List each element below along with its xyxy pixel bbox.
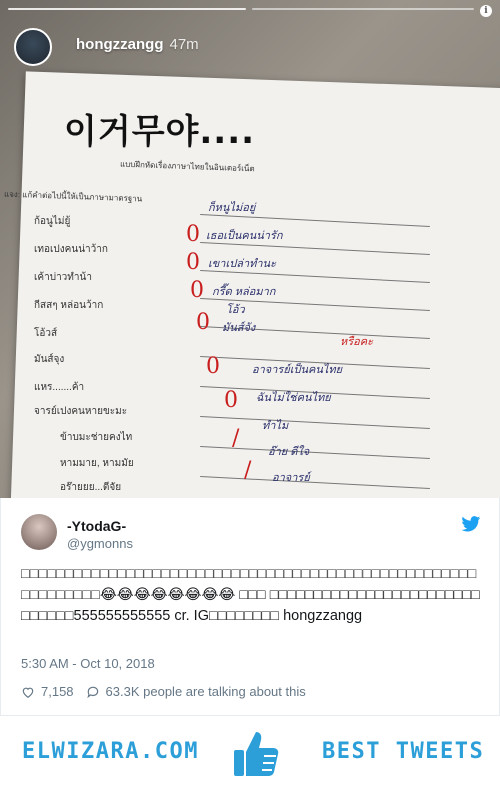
handwritten-answer: อ๊าย ดีใจ xyxy=(268,446,310,458)
tweet-text-part1: □□□□□□□□□□□□□□□□□□□□□□□□□□□□□□□□□□□□□□□□□□□□□□□□□□□□□□□□□□□□□ xyxy=(21,566,477,603)
worksheet-title: แบบฝึกหัดเรื่องภาษาไทยในอินเตอร์เน็ต xyxy=(119,159,255,174)
worksheet-word: อร๊ายยย...ตีจัย xyxy=(60,482,122,493)
handwritten-answer: หรือคะ xyxy=(340,336,374,348)
story-avatar[interactable] xyxy=(14,28,52,66)
handwritten-answer: อาจารย์ xyxy=(272,472,310,484)
tweet-emojis: 😂😂😂😂😂😂😂😂 xyxy=(99,587,236,603)
grade-mark: 0 xyxy=(196,310,210,335)
grade-mark: 0 xyxy=(206,354,220,379)
handwritten-answer: ทำไม xyxy=(262,420,289,432)
worksheet-word: กีสสๆ หล่อนว้าก xyxy=(34,300,104,311)
footer-banner xyxy=(0,716,500,788)
worksheet-word: ข้าบมะช่ายคงไท xyxy=(60,432,133,443)
thumbs-up-icon xyxy=(228,726,284,782)
like-count[interactable]: 7,158 xyxy=(41,684,74,699)
tweet-timestamp[interactable]: 5:30 AM - Oct 10, 2018 xyxy=(21,656,155,671)
worksheet-instruction: แจง: แก้คำต่อไปนี้ให้เป็นภาษามาตรฐาน xyxy=(3,189,143,204)
handwritten-answer: มันส์จัง xyxy=(222,322,256,334)
tweet-text-part2: □□□ □□□□□□□□□□□□□□□□□□□□□□□□□□□□□□555555555555 cr. IG□□□□□□□□ hongzzangg xyxy=(21,587,480,624)
tweet-card[interactable] xyxy=(0,498,500,716)
story-caption: 이거무야.... xyxy=(64,112,256,152)
worksheet-word: เค้าบ่าวทำน้า xyxy=(34,272,92,283)
grade-mark: / xyxy=(232,426,240,451)
reply-bubble-icon[interactable] xyxy=(86,685,100,699)
story-username[interactable]: hongzzangg xyxy=(76,36,164,53)
story-progress-bar-next xyxy=(252,8,474,10)
handwritten-answer: โอ้ว xyxy=(226,304,245,316)
talking-count[interactable]: 63.3K people are talking about this xyxy=(105,684,306,699)
story-progress-bar xyxy=(8,8,246,10)
handwritten-answer: ฉันไม่ใช่คนไทย xyxy=(256,392,331,404)
grade-mark: 0 xyxy=(186,222,200,247)
worksheet-word: มันส์จุง xyxy=(34,354,65,365)
worksheet-word: เทอเปงคนน่าว้าก xyxy=(34,244,108,255)
grade-mark: / xyxy=(244,458,252,483)
grade-mark: 0 xyxy=(186,250,200,275)
story-time: 47m xyxy=(169,36,199,53)
handwritten-answer: กรี๊ด หล่อมาก xyxy=(212,286,276,298)
worksheet-word: จารย์เปงคนหายขะมะ xyxy=(34,406,128,417)
twitter-bird-icon[interactable] xyxy=(461,516,481,532)
worksheet-word: ก้อนูไม่ยู้ xyxy=(34,216,71,227)
story-header[interactable] xyxy=(76,36,199,53)
brand-logo[interactable]: ELWIZARA.COM xyxy=(22,739,199,764)
tweet-actions xyxy=(21,684,306,699)
worksheet-word: แหร.......ค้า xyxy=(34,382,85,393)
heart-icon[interactable] xyxy=(21,685,35,699)
grade-mark: 0 xyxy=(224,388,238,413)
handwritten-answer: อาจารย์เป็นคนไทย xyxy=(252,364,343,376)
handwritten-answer: ก็หนูไม่อยู่ xyxy=(208,202,256,214)
user-handle[interactable]: @ygmonns xyxy=(67,536,133,551)
handwritten-answer: เธอเป็นคนน่ารัก xyxy=(206,230,283,242)
worksheet-word: หามมาย, หามมัย xyxy=(60,458,134,469)
avatar[interactable] xyxy=(21,514,57,550)
best-tweets-tagline: BEST TWEETS xyxy=(322,739,485,764)
display-name[interactable]: -YtodaG- xyxy=(67,518,127,534)
info-icon[interactable]: i xyxy=(480,5,492,17)
worksheet-word: โอ้วส์ xyxy=(34,328,58,339)
tweet-text xyxy=(21,564,483,627)
handwritten-answer: เขาเปล่าทำนะ xyxy=(208,258,276,270)
grade-mark: 0 xyxy=(190,278,204,303)
